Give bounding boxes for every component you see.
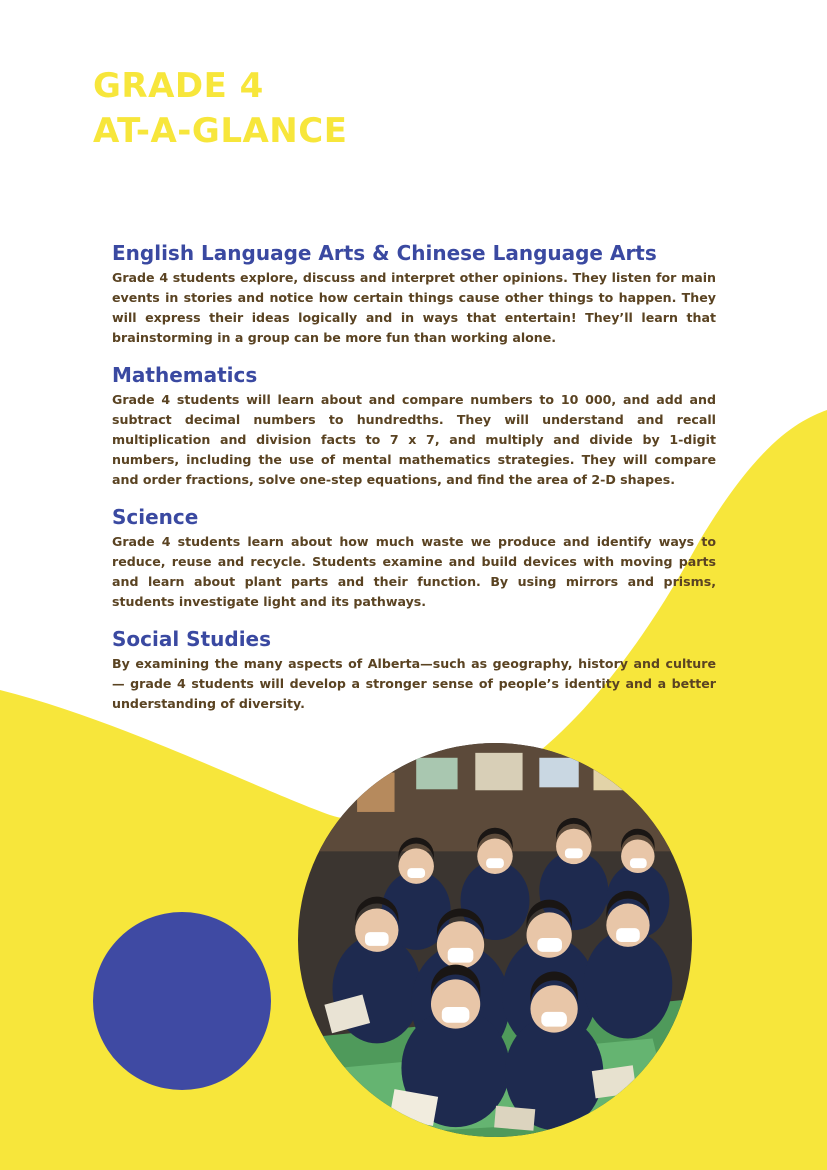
section-body: Grade 4 students explore, discuss and interpret other opinions. They listen for main events in stories and notice how certain things cause other things to happen. They will express their ideas logically and in ways that entertain! They’ll learn that brainstorming in a group can be more fun than working alone. bbox=[112, 270, 716, 345]
subject-sections bbox=[112, 240, 716, 728]
section-science bbox=[112, 504, 716, 612]
classroom-students-photo bbox=[298, 743, 692, 1137]
section-social-studies bbox=[112, 626, 716, 714]
section-mathematics bbox=[112, 362, 716, 490]
page-title bbox=[93, 64, 347, 154]
section-body: By examining the many aspects of Alberta—such as geography, history and culture— grade 4 students will develop a stronger sense of people’s identity and a better understanding of diversity. bbox=[112, 656, 716, 711]
section-heading: English Language Arts & Chinese Language Arts bbox=[112, 241, 657, 265]
section-heading: Social Studies bbox=[112, 627, 272, 651]
title-line-1: GRADE 4 bbox=[93, 66, 264, 106]
section-body: Grade 4 students will learn about and compare numbers to 10 000, and add and subtract decimal numbers to hundredths. They will understand and recall multiplication and division facts to 7 x 7, and multiply and divide by 1-digit numbers, including the use of mental mathematics strategies. They will compare and order fractions, solve one-step equations, and find the area of 2-D shapes. bbox=[112, 392, 716, 487]
section-body: Grade 4 students learn about how much waste we produce and identify ways to reduce, reuse and recycle. Students examine and build devices with moving parts and learn about plant parts and their function. By using mirrors and prisms, students investigate light and its pathways. bbox=[112, 534, 716, 609]
decorative-blue-circle bbox=[93, 912, 271, 1090]
title-line-2: AT-A-GLANCE bbox=[93, 111, 348, 151]
section-language-arts bbox=[112, 240, 716, 348]
section-heading: Mathematics bbox=[112, 363, 258, 387]
section-heading: Science bbox=[112, 505, 199, 529]
